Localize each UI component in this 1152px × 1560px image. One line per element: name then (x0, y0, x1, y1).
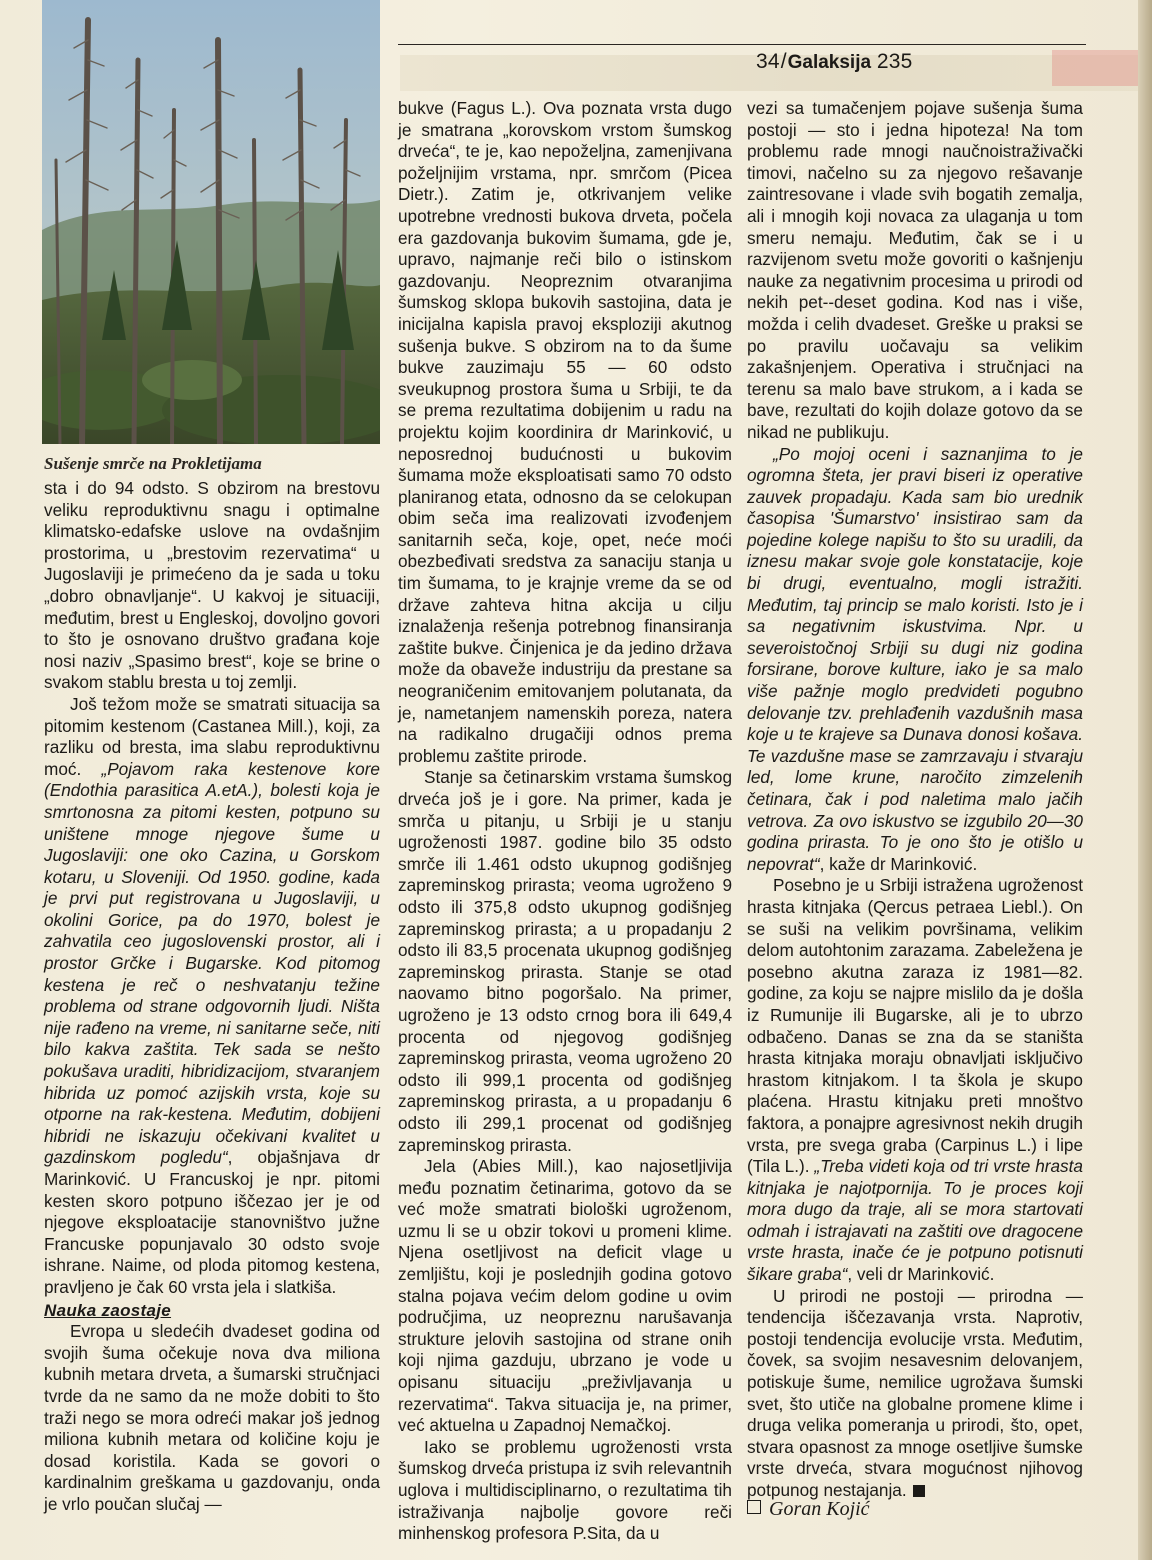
quote-text: „Treba videti koja od tri vrste hrasta kitnjaka je najotpornija. To je proces koji mora dugo da traje, ali se mora startovati odmah i istrajavati na zaštiti ove dragocene vrste hrasta, inače će je potpuno potisnuti šikare graba“ (747, 1156, 1083, 1285)
page-edge (1138, 0, 1152, 1560)
article-column-3 (747, 98, 1083, 1502)
paragraph-text: , kaže dr Marinković. (819, 853, 978, 874)
photo-caption: Sušenje smrče na Prokletijama (44, 454, 262, 473)
quote-text: „Po mojoj oceni i saznanjima to je ogromna šteta, jer pravi biseri iz operative zauvek propadaju. Kada sam bio urednik časopisa 'Šumarstvo' insistirao sam da pojedine kolege napišu to što su uradili, da iznesu makar svoje gole konstatacije, koje bi drugi, eventualno, mogli istražiti. Međutim, taj princip se malo koristi. Isto je i sa negativnim iskustvima. Npr. u severoistočnoj Srbiji su dugi niz godina forsirane, borove kulture, iako je sa malo više pažnje moglo predvideti pogubno delovanje tzv. prehlađenih vazdušnih masa koje u te krajeve sa Dunava donosi košava. Te vazdušne mase se zamrzavaju i stvaraju led, lome krune, naročito zimzelenih četinara, čak i pod naletima malo jačih vetrova. Za ovo iskustvo se izgubilo 20—30 godina prirasta. To je ono što je otišlo u nepovrat“ (747, 443, 1083, 874)
author-byline (747, 1496, 870, 1522)
forest-photo (42, 0, 380, 444)
paragraph (747, 444, 1083, 876)
dead-spruce-illustration (42, 0, 380, 444)
show-through-tab (1052, 50, 1138, 86)
paragraph (747, 875, 1083, 1285)
header-rule (398, 44, 1086, 45)
magazine-name: Galaksija (787, 52, 872, 73)
paragraph: Evropa u sledećih dvadeset godina od svojih šuma očekuje nova dva miliona kubnih metara drveta, a šumarski stručnjaci tvrde da ne samo da ne može dobiti to što traži nego se mora odreći makar još jednog miliona kubnih metara od količine koju je dosad koristila. Kada se govori o kardinalnim greškama u gazdovanju, onda je vrlo poučan slučaj — (44, 1321, 380, 1514)
paragraph-text: Posebno je u Srbiji istražena ugroženost hrasta kitnjaka (Qercus petraea Liebl.). On se suši na velikim površinama, velikim delom autohtonim zarazama. Zabeležena je posebno akutna zaraza iz 1981—82. godine, za koju se najpre mislilo da je došla iz Rumunije ili Bugarske, ali je to ubrzo odbačeno. Danas se zna da se staništa hrasta kitnjaka moraju obnavljati isključivo hrastom kitnjakom. I ta škola je skupo plaćena. Hrastu kitnjaku preti mnoštvo faktora, a ponajpre agresivnost nekih drugih vrsta, pre svega graba (Carpinus L.) i lipe (Tila L.). (747, 875, 1083, 1177)
paragraph: Iako se problemu ugroženosti vrsta šumskog drveća pristupa iz svih relevantnih uglova i multidisciplinarno, o rezultatima tih istraživanja najbolje govore reči minhenskog profesora P.Sita, da u (398, 1436, 732, 1544)
page-number: 235 (876, 50, 913, 73)
paragraph (747, 1286, 1083, 1502)
paragraph-text: , veli dr Marinković. (847, 1264, 995, 1285)
paragraph-text: U prirodi ne postoji — prirodna — tendencija iščezavanja vrsta. Naprotiv, postoji tendencija evolucije vrsta. Međutim, čovek, sa svojim nesavesnim delovanjem, potiskuje šume, nemilice ugrožava šumski svet, što utiče na globalne promene klime i druga velika pomeranja u prirodi, što, opet, stvara opasnost za mnoge osetljive šumske vrste drveća, stvara mogućnost njihovog potpunog nestajanja. (747, 1285, 1083, 1500)
paragraph: vezi sa tumačenjem pojave sušenja šuma postoji — sto i jedna hipoteza! Na tom problemu rade mnogi naučnoistraživački timovi, načelno su za njegovo rešavanje zaintresovane i vlade svih bogatih zemalja, ali i mnogih koji novaca za ulaganja u tom smeru nemaju. Međutim, čak se i u razvijenom svetu može govoriti o kašnjenju nauke za negativnim procesima u prirodi od nekih pet--deset godina. Kod nas i više, možda i celih dvadeset. Greške u praksi se po pravilu uočavaju sa velikim zakašnjenjem. Operativa i stručnjaci na terenu sa malo bave strukom, a i kada se bave, rezultati do kojih dolaze gotovo da se nikad ne publikuju. (747, 98, 1083, 442)
byline-box-icon (747, 1500, 761, 1514)
issue-number: 34 (756, 50, 780, 73)
paragraph: Stanje sa četinarskim vrstama šumskog drveća još je i gore. Na primer, kada je smrča u pitanju, u Srbiji je u stanju ugroženosti 1987. godine bilo 35 odsto smrče ili 1.461 odsto ukupnog godišnjeg zapreminskog prirasta; veoma ugroženo 9 odsto ili 375,8 odsto ukupnog godišnjeg zapreminskog prirasta; a u propadanju 2 odsto ili 83,5 procenata ukupnog godišnjeg zapreminskog prirasta. Stanje se otad naovamo bitno pogoršalo. Na primer, ugroženo je 13 odsto crnog bora ili 649,4 procenta od njegovog godišnjeg zapreminskog prirasta, veoma ugroženo 20 odsto ili 999,1 procenta od godišnjeg zapreminskog prirasta, a u propadanju 6 odsto ili 299,1 procenat od godišnjeg zapreminskog prirasta. (398, 767, 732, 1155)
end-of-article-mark (913, 1485, 925, 1497)
quote-text: „Pojavom raka kestenove kore (Endothia parasitica A.etA.), bolesti koja je smrtonosna za pitomi kesten, potpuno su uništene mnoge njegove šume u Jugoslaviji: one oko Cazina, u Gorskom kotaru, u Sloveniji. Od 1950. godine, kada je prvi put registrovana u Jugoslaviji, u okolini Gorice, pa do 1970, bolest je zahvatila ceo jugoslovenski prostor, ali i prostor Grčke i Bugarske. Kod pitomog kestena je reč o neshvatanju težine problema od strane odgovornih ljudi. Ništa nije rađeno na vreme, ni sanitarne seče, niti bilo kakva zaštita. Tek sada se nešto pokušava uraditi, hibridizacijom, stvaranjem hibrida uz pomoć azijskih vrsta, koje su otporne na rak-kestena. Međutim, dobijeni hibridi ne iskazuju očekivani kvalitet u gazdinskom pogledu“ (44, 758, 380, 1168)
article-column-2 (398, 98, 732, 1545)
article-column-1 (44, 478, 380, 1516)
paragraph: Jela (Abies Mill.), kao najosetljivija među poznatim četinarima, gotovo da se već može smatrati biološki ugroženom, uzmu li se u obzir tokovi u promeni klime. Njena osetljivost na deficit vlage u zemljištu, koji je poslednjih godina gotovo stalna pojava većim delom godine u ovim područjima, uz neopreznu narušavanja strukture jelovih sastojina od strane onih koji njima gazduju, ubrzano je vode u opisanu situaciju „preživljavanja u rezervatima“. Takva situacija je, na primer, već aktuelna u Zapadnoj Nemačkoj. (398, 1156, 732, 1436)
paragraph: bukve (Fagus L.). Ova poznata vrsta dugo je smatrana „korovskom vrstom šumskog drveća“, te je, kao nepoželjna, zamenjivana poželjnijim vrstama, npr. smrčom (Picea Dietr.). Zatim je, otkrivanjem velike upotrebne vrednosti bukova drveta, počela era gazdovanja bukovim šumama, gde je, upravo, najmanje reči bilo o istinskom gazdovanju. Neopreznim otvaranjima šumskog sklopa bukovih sastojina, data je inicijalna kapisla pravoj eksploziji akutnog sušenja bukve. S obzirom na to da šume bukve zauzimaju 55 — 60 odsto sveukupnog prostora šuma u Srbiji, te da se prema rezultatima dobijenim u radu na projektu kojim koordinira dr Marinković, u neposrednoj budućnosti u bukovim šumama može eksploatisati samo 70 odsto planiranog etata, odnosno da se celokupan obim seča ima realizovati izvođenjem sanitarnih seča, koje, opet, neće moći obezbeđivati sredstva za sanaciju stanja u tim šumama, to je krajnje vreme da se od države zahteva hitna akcija u cilju iznalaženja rešenja potrebnog finansiranja zaštite bukve. Činjenica je da jedino država može da obaveže industriju da prestane sa neograničenim emitovanjem polutanata, da je, nametanjem namenskih poreza, natera na radikalno drugačiji odnos prema problemu zaštite prirode. (398, 98, 732, 766)
section-subheading: Nauka zaostaje (44, 1300, 172, 1320)
page-folio (756, 48, 913, 76)
folio-slash: / (780, 50, 787, 73)
author-name: Goran Kojić (769, 1498, 870, 1520)
paragraph: sta i do 94 odsto. S obzirom na brestovu veliku reproduktivnu snagu i optimalne klimatsko-edafske uslove na ovdašnjim prostorima, u „brestovim rezervatima“ u Jugoslaviji je primećeno da je sada u toku „dobro obnavljanje“. U kakvoj je situaciji, međutim, brest u Engleskoj, dovoljno govori to što je osnovano društvo građana koje nosi naziv „Spasimo brest“, koje se brine o svakom stablu bresta u toj zemlji. (44, 478, 380, 693)
paragraph-text: , objašnjava dr Marinković. U Francuskoj je npr. pitomi kesten skoro potpuno iščezao jer je od njegove eksploatacije stanovništvo južne Francuske popunjavalo 30 odsto svoje ishrane. Naime, od ploda pitomog kestena, pravljeno je čak 60 vrsta jela i slatkiša. (44, 1147, 380, 1297)
paragraph-text: Još težom može se smatrati situacija sa pitomim kestenom (Castanea Mill.), koji, za razliku od bresta, ima slabu reproduktivnu moć. (44, 693, 380, 779)
paragraph (44, 694, 380, 1299)
